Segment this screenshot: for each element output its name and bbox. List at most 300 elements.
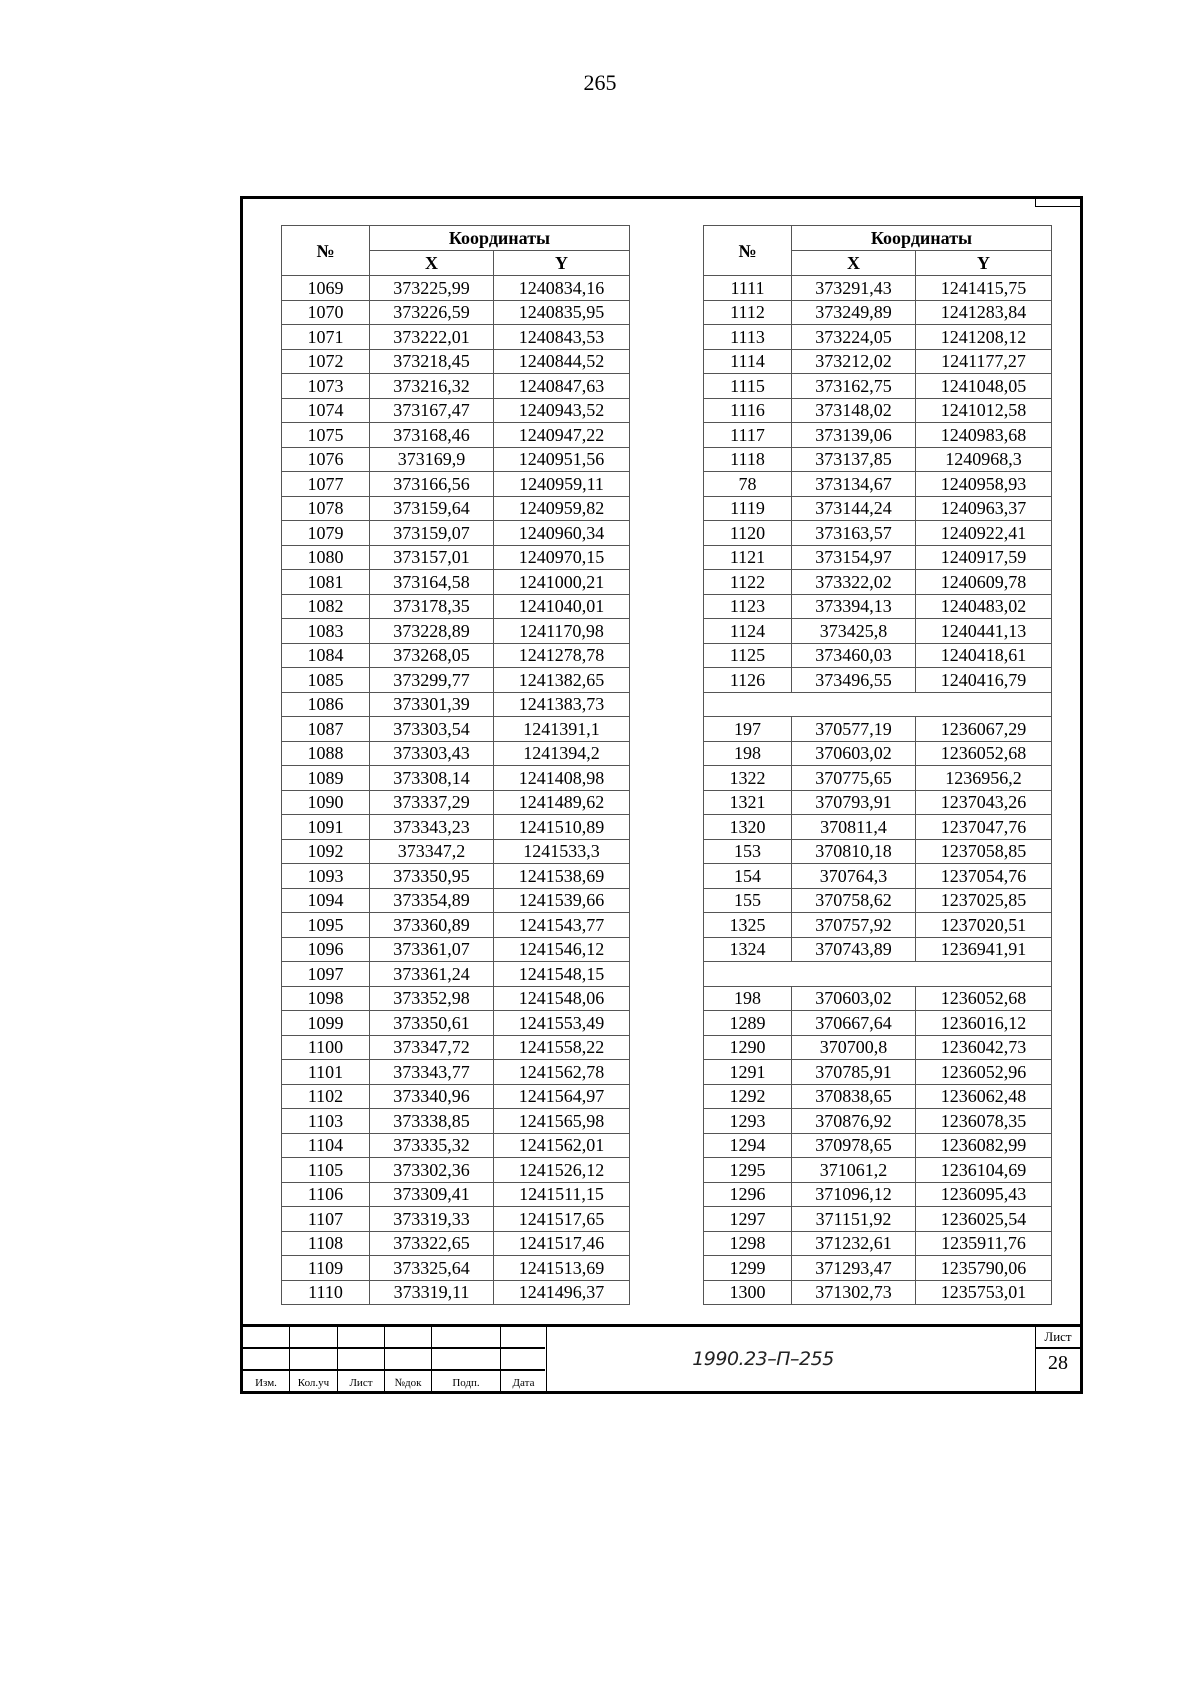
table-row bbox=[704, 423, 1052, 448]
y-coordinate-cell: 1237054,76 bbox=[916, 864, 1052, 889]
y-coordinate-cell: 1240963,37 bbox=[916, 496, 1052, 521]
x-coordinate-cell: 373350,95 bbox=[370, 864, 494, 889]
point-number-cell: 1102 bbox=[282, 1084, 370, 1109]
table-row bbox=[282, 374, 630, 399]
y-coordinate-cell: 1241553,49 bbox=[494, 1011, 630, 1036]
table-row bbox=[282, 913, 630, 938]
point-number-cell: 1085 bbox=[282, 668, 370, 693]
table-row bbox=[282, 300, 630, 325]
x-coordinate-cell: 373268,05 bbox=[370, 643, 494, 668]
table-row bbox=[704, 1207, 1052, 1232]
x-coordinate-cell: 371302,73 bbox=[792, 1280, 916, 1305]
point-number-cell: 1100 bbox=[282, 1035, 370, 1060]
sheet-number: 28 bbox=[1048, 1352, 1068, 1374]
y-coordinate-cell: 1241383,73 bbox=[494, 692, 630, 717]
point-number-cell: 153 bbox=[704, 839, 792, 864]
y-coordinate-cell: 1241533,3 bbox=[494, 839, 630, 864]
y-coordinate-cell: 1240958,93 bbox=[916, 472, 1052, 497]
y-coordinate-cell: 1236078,35 bbox=[916, 1109, 1052, 1134]
y-coordinate-cell: 1237043,26 bbox=[916, 790, 1052, 815]
point-number-cell: 1295 bbox=[704, 1158, 792, 1183]
y-coordinate-cell: 1235911,76 bbox=[916, 1231, 1052, 1256]
table-row bbox=[282, 619, 630, 644]
table-row bbox=[282, 888, 630, 913]
point-number-cell: 1092 bbox=[282, 839, 370, 864]
point-number-cell: 1073 bbox=[282, 374, 370, 399]
point-number-cell: 197 bbox=[704, 717, 792, 742]
x-coordinate-cell: 373212,02 bbox=[792, 349, 916, 374]
table-row bbox=[282, 398, 630, 423]
point-number-cell: 1293 bbox=[704, 1109, 792, 1134]
table-row bbox=[282, 472, 630, 497]
x-coordinate-cell: 373303,54 bbox=[370, 717, 494, 742]
y-coordinate-cell: 1240968,3 bbox=[916, 447, 1052, 472]
table-row bbox=[282, 1133, 630, 1158]
x-coordinate-cell: 370758,62 bbox=[792, 888, 916, 913]
title-block bbox=[240, 1324, 1083, 1394]
y-coordinate-cell: 1241548,06 bbox=[494, 986, 630, 1011]
table-cell-empty bbox=[704, 962, 1052, 987]
table-row bbox=[282, 692, 630, 717]
x-coordinate-cell: 373347,2 bbox=[370, 839, 494, 864]
point-number-cell: 1087 bbox=[282, 717, 370, 742]
sheet-label: Лист bbox=[1044, 1329, 1072, 1344]
table-row bbox=[704, 521, 1052, 546]
table-row bbox=[282, 766, 630, 791]
x-coordinate-cell: 370810,18 bbox=[792, 839, 916, 864]
table-row bbox=[704, 619, 1052, 644]
table-row bbox=[282, 1231, 630, 1256]
x-coordinate-cell: 370743,89 bbox=[792, 937, 916, 962]
point-number-cell: 1121 bbox=[704, 545, 792, 570]
point-number-cell: 1110 bbox=[282, 1280, 370, 1305]
point-number-cell: 1109 bbox=[282, 1256, 370, 1281]
x-coordinate-cell: 373249,89 bbox=[792, 300, 916, 325]
y-coordinate-cell: 1241391,1 bbox=[494, 717, 630, 742]
point-number-cell: 1083 bbox=[282, 619, 370, 644]
x-coordinate-cell: 373343,77 bbox=[370, 1060, 494, 1085]
y-coordinate-cell: 1240835,95 bbox=[494, 300, 630, 325]
x-coordinate-cell: 373335,32 bbox=[370, 1133, 494, 1158]
table-row bbox=[282, 1035, 630, 1060]
stamp-cell-sheet bbox=[338, 1327, 385, 1391]
x-coordinate-cell: 373350,61 bbox=[370, 1011, 494, 1036]
x-coordinate-cell: 373139,06 bbox=[792, 423, 916, 448]
point-number-cell: 1091 bbox=[282, 815, 370, 840]
x-coordinate-cell: 370764,3 bbox=[792, 864, 916, 889]
x-coordinate-cell: 373157,01 bbox=[370, 545, 494, 570]
table-row bbox=[282, 790, 630, 815]
table-row bbox=[704, 790, 1052, 815]
table-body-left bbox=[282, 276, 630, 1305]
point-number-cell: 1321 bbox=[704, 790, 792, 815]
table-row bbox=[282, 1060, 630, 1085]
x-coordinate-cell: 373337,29 bbox=[370, 790, 494, 815]
table-row bbox=[704, 1231, 1052, 1256]
x-coordinate-cell: 371061,2 bbox=[792, 1158, 916, 1183]
x-coordinate-cell: 370978,65 bbox=[792, 1133, 916, 1158]
x-coordinate-cell: 373343,23 bbox=[370, 815, 494, 840]
x-coordinate-cell: 373167,47 bbox=[370, 398, 494, 423]
y-coordinate-cell: 1240959,11 bbox=[494, 472, 630, 497]
x-coordinate-cell: 373144,24 bbox=[792, 496, 916, 521]
x-coordinate-cell: 373169,9 bbox=[370, 447, 494, 472]
point-number-cell: 1088 bbox=[282, 741, 370, 766]
y-coordinate-cell: 1240847,63 bbox=[494, 374, 630, 399]
table-row bbox=[704, 717, 1052, 742]
x-coordinate-cell: 373159,07 bbox=[370, 521, 494, 546]
corner-mark bbox=[1035, 199, 1080, 207]
table-row bbox=[704, 1280, 1052, 1305]
y-coordinate-cell: 1240960,34 bbox=[494, 521, 630, 546]
y-coordinate-cell: 1236052,96 bbox=[916, 1060, 1052, 1085]
y-coordinate-cell: 1236095,43 bbox=[916, 1182, 1052, 1207]
table-row bbox=[282, 864, 630, 889]
stamp-label: №док bbox=[394, 1377, 422, 1389]
table-row bbox=[704, 545, 1052, 570]
table-row bbox=[282, 1182, 630, 1207]
table-row-separator bbox=[704, 962, 1052, 987]
point-number-cell: 1106 bbox=[282, 1182, 370, 1207]
x-coordinate-cell: 373325,64 bbox=[370, 1256, 494, 1281]
header-x: X bbox=[792, 251, 916, 276]
point-number-cell: 154 bbox=[704, 864, 792, 889]
x-coordinate-cell: 370757,92 bbox=[792, 913, 916, 938]
table-row bbox=[282, 276, 630, 301]
y-coordinate-cell: 1241408,98 bbox=[494, 766, 630, 791]
x-coordinate-cell: 373394,13 bbox=[792, 594, 916, 619]
point-number-cell: 198 bbox=[704, 986, 792, 1011]
x-coordinate-cell: 373224,05 bbox=[792, 325, 916, 350]
table-row bbox=[704, 472, 1052, 497]
x-coordinate-cell: 371151,92 bbox=[792, 1207, 916, 1232]
table-row bbox=[704, 349, 1052, 374]
y-coordinate-cell: 1235790,06 bbox=[916, 1256, 1052, 1281]
y-coordinate-cell: 1241170,98 bbox=[494, 619, 630, 644]
y-coordinate-cell: 1241394,2 bbox=[494, 741, 630, 766]
table-row bbox=[704, 815, 1052, 840]
header-number: № bbox=[704, 226, 792, 276]
x-coordinate-cell: 373460,03 bbox=[792, 643, 916, 668]
table-row bbox=[704, 496, 1052, 521]
point-number-cell: 1078 bbox=[282, 496, 370, 521]
y-coordinate-cell: 1236052,68 bbox=[916, 986, 1052, 1011]
x-coordinate-cell: 373322,65 bbox=[370, 1231, 494, 1256]
y-coordinate-cell: 1236956,2 bbox=[916, 766, 1052, 791]
stamp-cell-qty bbox=[290, 1327, 338, 1391]
point-number-cell: 1111 bbox=[704, 276, 792, 301]
x-coordinate-cell: 373168,46 bbox=[370, 423, 494, 448]
x-coordinate-cell: 373162,75 bbox=[792, 374, 916, 399]
y-coordinate-cell: 1236104,69 bbox=[916, 1158, 1052, 1183]
y-coordinate-cell: 1241040,01 bbox=[494, 594, 630, 619]
point-number-cell: 1290 bbox=[704, 1035, 792, 1060]
table-row bbox=[704, 643, 1052, 668]
table-row bbox=[704, 570, 1052, 595]
point-number-cell: 1098 bbox=[282, 986, 370, 1011]
x-coordinate-cell: 373225,99 bbox=[370, 276, 494, 301]
point-number-cell: 1126 bbox=[704, 668, 792, 693]
y-coordinate-cell: 1236067,29 bbox=[916, 717, 1052, 742]
table-row bbox=[704, 1011, 1052, 1036]
point-number-cell: 1298 bbox=[704, 1231, 792, 1256]
y-coordinate-cell: 1240416,79 bbox=[916, 668, 1052, 693]
table-row bbox=[282, 815, 630, 840]
stamp-label: Дата bbox=[512, 1377, 535, 1389]
x-coordinate-cell: 373425,8 bbox=[792, 619, 916, 644]
x-coordinate-cell: 373319,33 bbox=[370, 1207, 494, 1232]
point-number-cell: 1082 bbox=[282, 594, 370, 619]
y-coordinate-cell: 1241543,77 bbox=[494, 913, 630, 938]
table-row bbox=[704, 888, 1052, 913]
stamp-cell-signature bbox=[432, 1327, 501, 1391]
y-coordinate-cell: 1241000,21 bbox=[494, 570, 630, 595]
point-number-cell: 1123 bbox=[704, 594, 792, 619]
document-code: 1990.23–П–255 bbox=[692, 1348, 834, 1370]
table-row bbox=[282, 839, 630, 864]
table-row bbox=[704, 1035, 1052, 1060]
table-row bbox=[282, 496, 630, 521]
sheet-divider bbox=[1036, 1347, 1080, 1349]
x-coordinate-cell: 373301,39 bbox=[370, 692, 494, 717]
y-coordinate-cell: 1241177,27 bbox=[916, 349, 1052, 374]
y-coordinate-cell: 1240943,52 bbox=[494, 398, 630, 423]
x-coordinate-cell: 370667,64 bbox=[792, 1011, 916, 1036]
point-number-cell: 1118 bbox=[704, 447, 792, 472]
point-number-cell: 1077 bbox=[282, 472, 370, 497]
y-coordinate-cell: 1240959,82 bbox=[494, 496, 630, 521]
y-coordinate-cell: 1241510,89 bbox=[494, 815, 630, 840]
stamp-label: Лист bbox=[349, 1377, 373, 1389]
table-row bbox=[282, 570, 630, 595]
y-coordinate-cell: 1241511,15 bbox=[494, 1182, 630, 1207]
point-number-cell: 1119 bbox=[704, 496, 792, 521]
x-coordinate-cell: 373291,43 bbox=[792, 276, 916, 301]
point-number-cell: 198 bbox=[704, 741, 792, 766]
point-number-cell: 1114 bbox=[704, 349, 792, 374]
point-number-cell: 1097 bbox=[282, 962, 370, 987]
y-coordinate-cell: 1240922,41 bbox=[916, 521, 1052, 546]
y-coordinate-cell: 1241539,66 bbox=[494, 888, 630, 913]
y-coordinate-cell: 1241517,46 bbox=[494, 1231, 630, 1256]
header-coordinates: Координаты bbox=[792, 226, 1052, 251]
y-coordinate-cell: 1241513,69 bbox=[494, 1256, 630, 1281]
x-coordinate-cell: 373216,32 bbox=[370, 374, 494, 399]
table-row bbox=[704, 398, 1052, 423]
point-number-cell: 1324 bbox=[704, 937, 792, 962]
x-coordinate-cell: 373361,24 bbox=[370, 962, 494, 987]
point-number-cell: 1072 bbox=[282, 349, 370, 374]
point-number-cell: 1086 bbox=[282, 692, 370, 717]
table-row-separator bbox=[704, 692, 1052, 717]
table-row bbox=[704, 1158, 1052, 1183]
point-number-cell: 1107 bbox=[282, 1207, 370, 1232]
point-number-cell: 1122 bbox=[704, 570, 792, 595]
table-row bbox=[704, 447, 1052, 472]
y-coordinate-cell: 1241526,12 bbox=[494, 1158, 630, 1183]
x-coordinate-cell: 373166,56 bbox=[370, 472, 494, 497]
table-row bbox=[704, 374, 1052, 399]
x-coordinate-cell: 373361,07 bbox=[370, 937, 494, 962]
stamp-cell-date bbox=[501, 1327, 547, 1391]
point-number-cell: 1299 bbox=[704, 1256, 792, 1281]
table-row bbox=[704, 1109, 1052, 1134]
point-number-cell: 1115 bbox=[704, 374, 792, 399]
y-coordinate-cell: 1241546,12 bbox=[494, 937, 630, 962]
y-coordinate-cell: 1240917,59 bbox=[916, 545, 1052, 570]
point-number-cell: 1089 bbox=[282, 766, 370, 791]
table-row bbox=[704, 766, 1052, 791]
x-coordinate-cell: 370603,02 bbox=[792, 741, 916, 766]
table-row bbox=[704, 1256, 1052, 1281]
y-coordinate-cell: 1240844,52 bbox=[494, 349, 630, 374]
y-coordinate-cell: 1240609,78 bbox=[916, 570, 1052, 595]
table-row bbox=[704, 325, 1052, 350]
table-body-right bbox=[704, 276, 1052, 1305]
point-number-cell: 1076 bbox=[282, 447, 370, 472]
table-row bbox=[704, 1182, 1052, 1207]
stamp-label: Кол.уч bbox=[297, 1377, 330, 1389]
y-coordinate-cell: 1241538,69 bbox=[494, 864, 630, 889]
y-coordinate-cell: 1241548,15 bbox=[494, 962, 630, 987]
point-number-cell: 1112 bbox=[704, 300, 792, 325]
x-coordinate-cell: 373309,41 bbox=[370, 1182, 494, 1207]
x-coordinate-cell: 373154,97 bbox=[792, 545, 916, 570]
x-coordinate-cell: 373222,01 bbox=[370, 325, 494, 350]
x-coordinate-cell: 371293,47 bbox=[792, 1256, 916, 1281]
table-row bbox=[704, 276, 1052, 301]
x-coordinate-cell: 373352,98 bbox=[370, 986, 494, 1011]
point-number-cell: 155 bbox=[704, 888, 792, 913]
point-number-cell: 1108 bbox=[282, 1231, 370, 1256]
x-coordinate-cell: 373159,64 bbox=[370, 496, 494, 521]
y-coordinate-cell: 1237025,85 bbox=[916, 888, 1052, 913]
x-coordinate-cell: 370793,91 bbox=[792, 790, 916, 815]
point-number-cell: 1322 bbox=[704, 766, 792, 791]
y-coordinate-cell: 1236062,48 bbox=[916, 1084, 1052, 1109]
header-x: X bbox=[370, 251, 494, 276]
y-coordinate-cell: 1236082,99 bbox=[916, 1133, 1052, 1158]
header-y: Y bbox=[494, 251, 630, 276]
x-coordinate-cell: 373134,67 bbox=[792, 472, 916, 497]
point-number-cell: 1296 bbox=[704, 1182, 792, 1207]
y-coordinate-cell: 1241496,37 bbox=[494, 1280, 630, 1305]
y-coordinate-cell: 1241558,22 bbox=[494, 1035, 630, 1060]
y-coordinate-cell: 1240483,02 bbox=[916, 594, 1052, 619]
point-number-cell: 1101 bbox=[282, 1060, 370, 1085]
x-coordinate-cell: 373218,45 bbox=[370, 349, 494, 374]
table-row bbox=[282, 423, 630, 448]
y-coordinate-cell: 1237058,85 bbox=[916, 839, 1052, 864]
x-coordinate-cell: 373347,72 bbox=[370, 1035, 494, 1060]
x-coordinate-cell: 370811,4 bbox=[792, 815, 916, 840]
x-coordinate-cell: 373360,89 bbox=[370, 913, 494, 938]
stamp-label: Изм. bbox=[255, 1377, 277, 1389]
table-row bbox=[282, 325, 630, 350]
point-number-cell: 1090 bbox=[282, 790, 370, 815]
point-number-cell: 1071 bbox=[282, 325, 370, 350]
point-number-cell: 1297 bbox=[704, 1207, 792, 1232]
point-number-cell: 1079 bbox=[282, 521, 370, 546]
x-coordinate-cell: 373228,89 bbox=[370, 619, 494, 644]
page-number: 265 bbox=[583, 70, 617, 95]
y-coordinate-cell: 1241283,84 bbox=[916, 300, 1052, 325]
y-coordinate-cell: 1241489,62 bbox=[494, 790, 630, 815]
point-number-cell: 1124 bbox=[704, 619, 792, 644]
point-number-cell: 1094 bbox=[282, 888, 370, 913]
table-row bbox=[282, 668, 630, 693]
x-coordinate-cell: 373137,85 bbox=[792, 447, 916, 472]
x-coordinate-cell: 373354,89 bbox=[370, 888, 494, 913]
table-row bbox=[282, 447, 630, 472]
x-coordinate-cell: 370700,8 bbox=[792, 1035, 916, 1060]
x-coordinate-cell: 373299,77 bbox=[370, 668, 494, 693]
x-coordinate-cell: 373302,36 bbox=[370, 1158, 494, 1183]
x-coordinate-cell: 373319,11 bbox=[370, 1280, 494, 1305]
header-y: Y bbox=[916, 251, 1052, 276]
point-number-cell: 1099 bbox=[282, 1011, 370, 1036]
x-coordinate-cell: 370838,65 bbox=[792, 1084, 916, 1109]
x-coordinate-cell: 373340,96 bbox=[370, 1084, 494, 1109]
x-coordinate-cell: 370876,92 bbox=[792, 1109, 916, 1134]
y-coordinate-cell: 1241278,78 bbox=[494, 643, 630, 668]
point-number-cell: 1300 bbox=[704, 1280, 792, 1305]
point-number-cell: 1081 bbox=[282, 570, 370, 595]
y-coordinate-cell: 1235753,01 bbox=[916, 1280, 1052, 1305]
stamp-cell-change bbox=[243, 1327, 290, 1391]
point-number-cell: 1289 bbox=[704, 1011, 792, 1036]
table-row bbox=[282, 643, 630, 668]
point-number-cell: 1084 bbox=[282, 643, 370, 668]
table-row bbox=[704, 741, 1052, 766]
sheet-box bbox=[1035, 1327, 1080, 1391]
table-row bbox=[282, 1158, 630, 1183]
x-coordinate-cell: 373164,58 bbox=[370, 570, 494, 595]
table-row bbox=[282, 594, 630, 619]
table-row bbox=[282, 962, 630, 987]
y-coordinate-cell: 1240970,15 bbox=[494, 545, 630, 570]
header-coordinates: Координаты bbox=[370, 226, 630, 251]
y-coordinate-cell: 1236025,54 bbox=[916, 1207, 1052, 1232]
point-number-cell: 1080 bbox=[282, 545, 370, 570]
table-row bbox=[282, 521, 630, 546]
x-coordinate-cell: 373148,02 bbox=[792, 398, 916, 423]
table-row bbox=[704, 864, 1052, 889]
table-row bbox=[282, 1256, 630, 1281]
y-coordinate-cell: 1236042,73 bbox=[916, 1035, 1052, 1060]
point-number-cell: 1105 bbox=[282, 1158, 370, 1183]
y-coordinate-cell: 1240418,61 bbox=[916, 643, 1052, 668]
table-row bbox=[282, 986, 630, 1011]
y-coordinate-cell: 1236016,12 bbox=[916, 1011, 1052, 1036]
point-number-cell: 1104 bbox=[282, 1133, 370, 1158]
y-coordinate-cell: 1240951,56 bbox=[494, 447, 630, 472]
point-number-cell: 1070 bbox=[282, 300, 370, 325]
x-coordinate-cell: 373322,02 bbox=[792, 570, 916, 595]
point-number-cell: 1074 bbox=[282, 398, 370, 423]
stamp-cell-docnum bbox=[385, 1327, 432, 1391]
table-row bbox=[282, 1011, 630, 1036]
x-coordinate-cell: 371096,12 bbox=[792, 1182, 916, 1207]
x-coordinate-cell: 373308,14 bbox=[370, 766, 494, 791]
x-coordinate-cell: 370775,65 bbox=[792, 766, 916, 791]
point-number-cell: 1096 bbox=[282, 937, 370, 962]
y-coordinate-cell: 1240441,13 bbox=[916, 619, 1052, 644]
x-coordinate-cell: 371232,61 bbox=[792, 1231, 916, 1256]
y-coordinate-cell: 1241012,58 bbox=[916, 398, 1052, 423]
point-number-cell: 1120 bbox=[704, 521, 792, 546]
stamp-label: Подп. bbox=[452, 1377, 480, 1389]
